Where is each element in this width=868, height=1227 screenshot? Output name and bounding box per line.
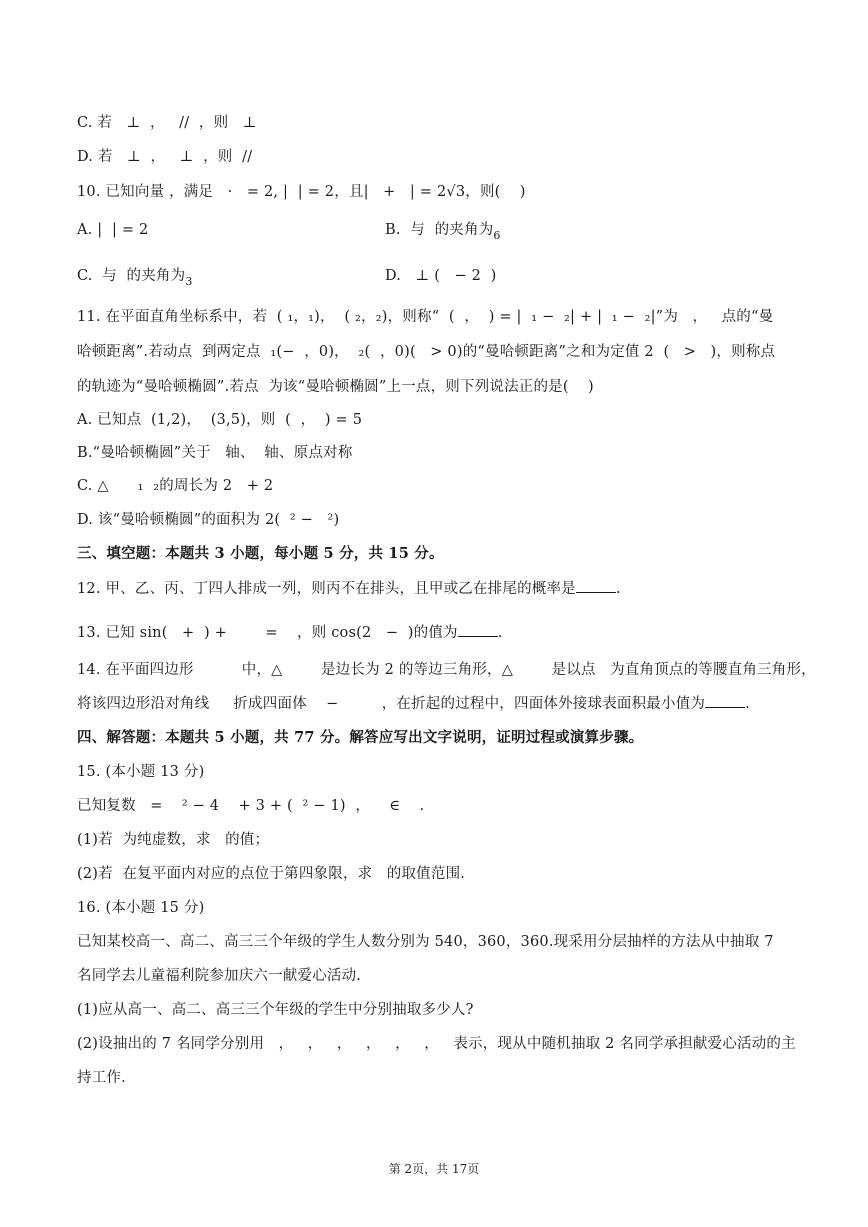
question-15-part2: (2)若 在复平面内对应的点位于第四象限，求 的取值范围. — [77, 866, 466, 882]
section-4-heading: 四、解答题：本题共 5 小题，共 77 分。解答应写出文字说明，证明过程或演算步骤。 — [77, 729, 644, 746]
question-14-end: . — [745, 696, 750, 712]
option-9d: D. 若 ⊥ ， ⊥ ，则 // — [77, 149, 253, 165]
option-10a: A. | | = 2 — [77, 222, 149, 238]
question-15-part1: (1)若 为纯虚数，求 的值； — [77, 832, 270, 848]
question-14-line2 — [77, 693, 750, 714]
question-15-stem: 已知复数 = ² − 4 + 3 + ( ² − 1) ， ∈ . — [77, 798, 425, 814]
answer-blank-13[interactable] — [458, 622, 498, 637]
option-10c-text: C. 与 的夹角为 — [77, 268, 186, 284]
question-11-line2: 哈顿距离”.若动点 到两定点 ₁(− ，0)， ₂( ，0)( > 0)的“曼哈顿距离”之和为定值 2 ( > )，则称点 — [77, 344, 776, 360]
option-10b-fraction: 6 — [493, 229, 501, 242]
answer-blank-14[interactable] — [705, 693, 745, 708]
question-14-line1: 14. 在平面四边形 中，△ 是边长为 2 的等边三角形，△ 是以点 为直角顶点的等腰直角三角形， — [77, 662, 816, 678]
question-11-line1: 11. 在平面直角坐标系中，若 ( ₁，₁)， ( ₂，₂)，则称“ ( ， ) = | ₁ − ₂| + | ₁ − ₂|”为 ， 点的“曼 — [77, 309, 774, 325]
option-9c: C. 若 ⊥ ， // ，则 ⊥ — [77, 115, 257, 131]
question-16-title: 16. (本小题 15 分) — [77, 900, 205, 916]
option-10c-fraction: 3 — [185, 275, 193, 288]
question-16-stem-line1: 已知某校高一、高二、高三三个年级的学生人数分别为 540，360，360.现采用分层抽样的方法从中抽取 7 — [77, 934, 774, 950]
question-12-text: 12. 甲、乙、丙、丁四人排成一列，则丙不在排头，且甲或乙在排尾的概率是 — [77, 581, 576, 597]
question-16-part1: (1)应从高一、高二、高三三个年级的学生中分别抽取多少人? — [77, 1002, 474, 1018]
option-10d: D. ⊥ ( − 2 ) — [385, 268, 497, 284]
question-16-stem-line2: 名同学去儿童福利院参加庆六一献爱心活动. — [77, 968, 362, 984]
option-11b: B.“曼哈顿椭圆”关于 轴、 轴、原点对称 — [77, 445, 353, 461]
section-3-heading: 三、填空题：本题共 3 小题，每小题 5 分，共 15 分。 — [77, 545, 444, 562]
question-16-part2-line2: 持工作. — [77, 1070, 126, 1086]
option-10b-text: B. 与 的夹角为 — [385, 222, 494, 238]
question-11-line3: 的轨迹为“曼哈顿椭圆”.若点 为该“曼哈顿椭圆”上一点，则下列说法正的是( ) — [77, 379, 594, 395]
option-10c — [77, 266, 193, 287]
option-11c: C. △ ₁ ₂的周长为 2 + 2 — [77, 478, 274, 494]
answer-blank-12[interactable] — [576, 578, 616, 593]
question-13-end: . — [497, 625, 503, 641]
question-13 — [77, 622, 503, 643]
page-footer: 第 2页，共 17页 — [388, 1162, 480, 1176]
option-11a: A. 已知点 (1,2)， (3,5)，则 ( ， ) = 5 — [77, 412, 363, 428]
question-16-part2-line1: (2)设抽出的 7 名同学分别用 ， ， ， ， ， ， 表示，现从中随机抽取 2 名同学承担献爱心活动的主 — [77, 1036, 796, 1052]
question-12 — [77, 578, 621, 599]
option-11d: D. 该“曼哈顿椭圆”的面积为 2( ² − ²) — [77, 512, 340, 528]
question-13-text: 13. 已知 sin( + ) + = ，则 cos(2 − )的值为 — [77, 625, 458, 641]
question-10: 10. 已知向量 ，满足 · = 2, | | = 2，且| + | = 2√3，则( ) — [77, 184, 526, 200]
option-10b — [385, 220, 501, 241]
question-12-end: . — [615, 581, 621, 597]
question-15-title: 15. (本小题 13 分) — [77, 764, 205, 780]
question-14-text: 将该四边形沿对角线 折成四面体 − ，在折起的过程中，四面体外接球表面积最小值为 — [77, 696, 706, 712]
